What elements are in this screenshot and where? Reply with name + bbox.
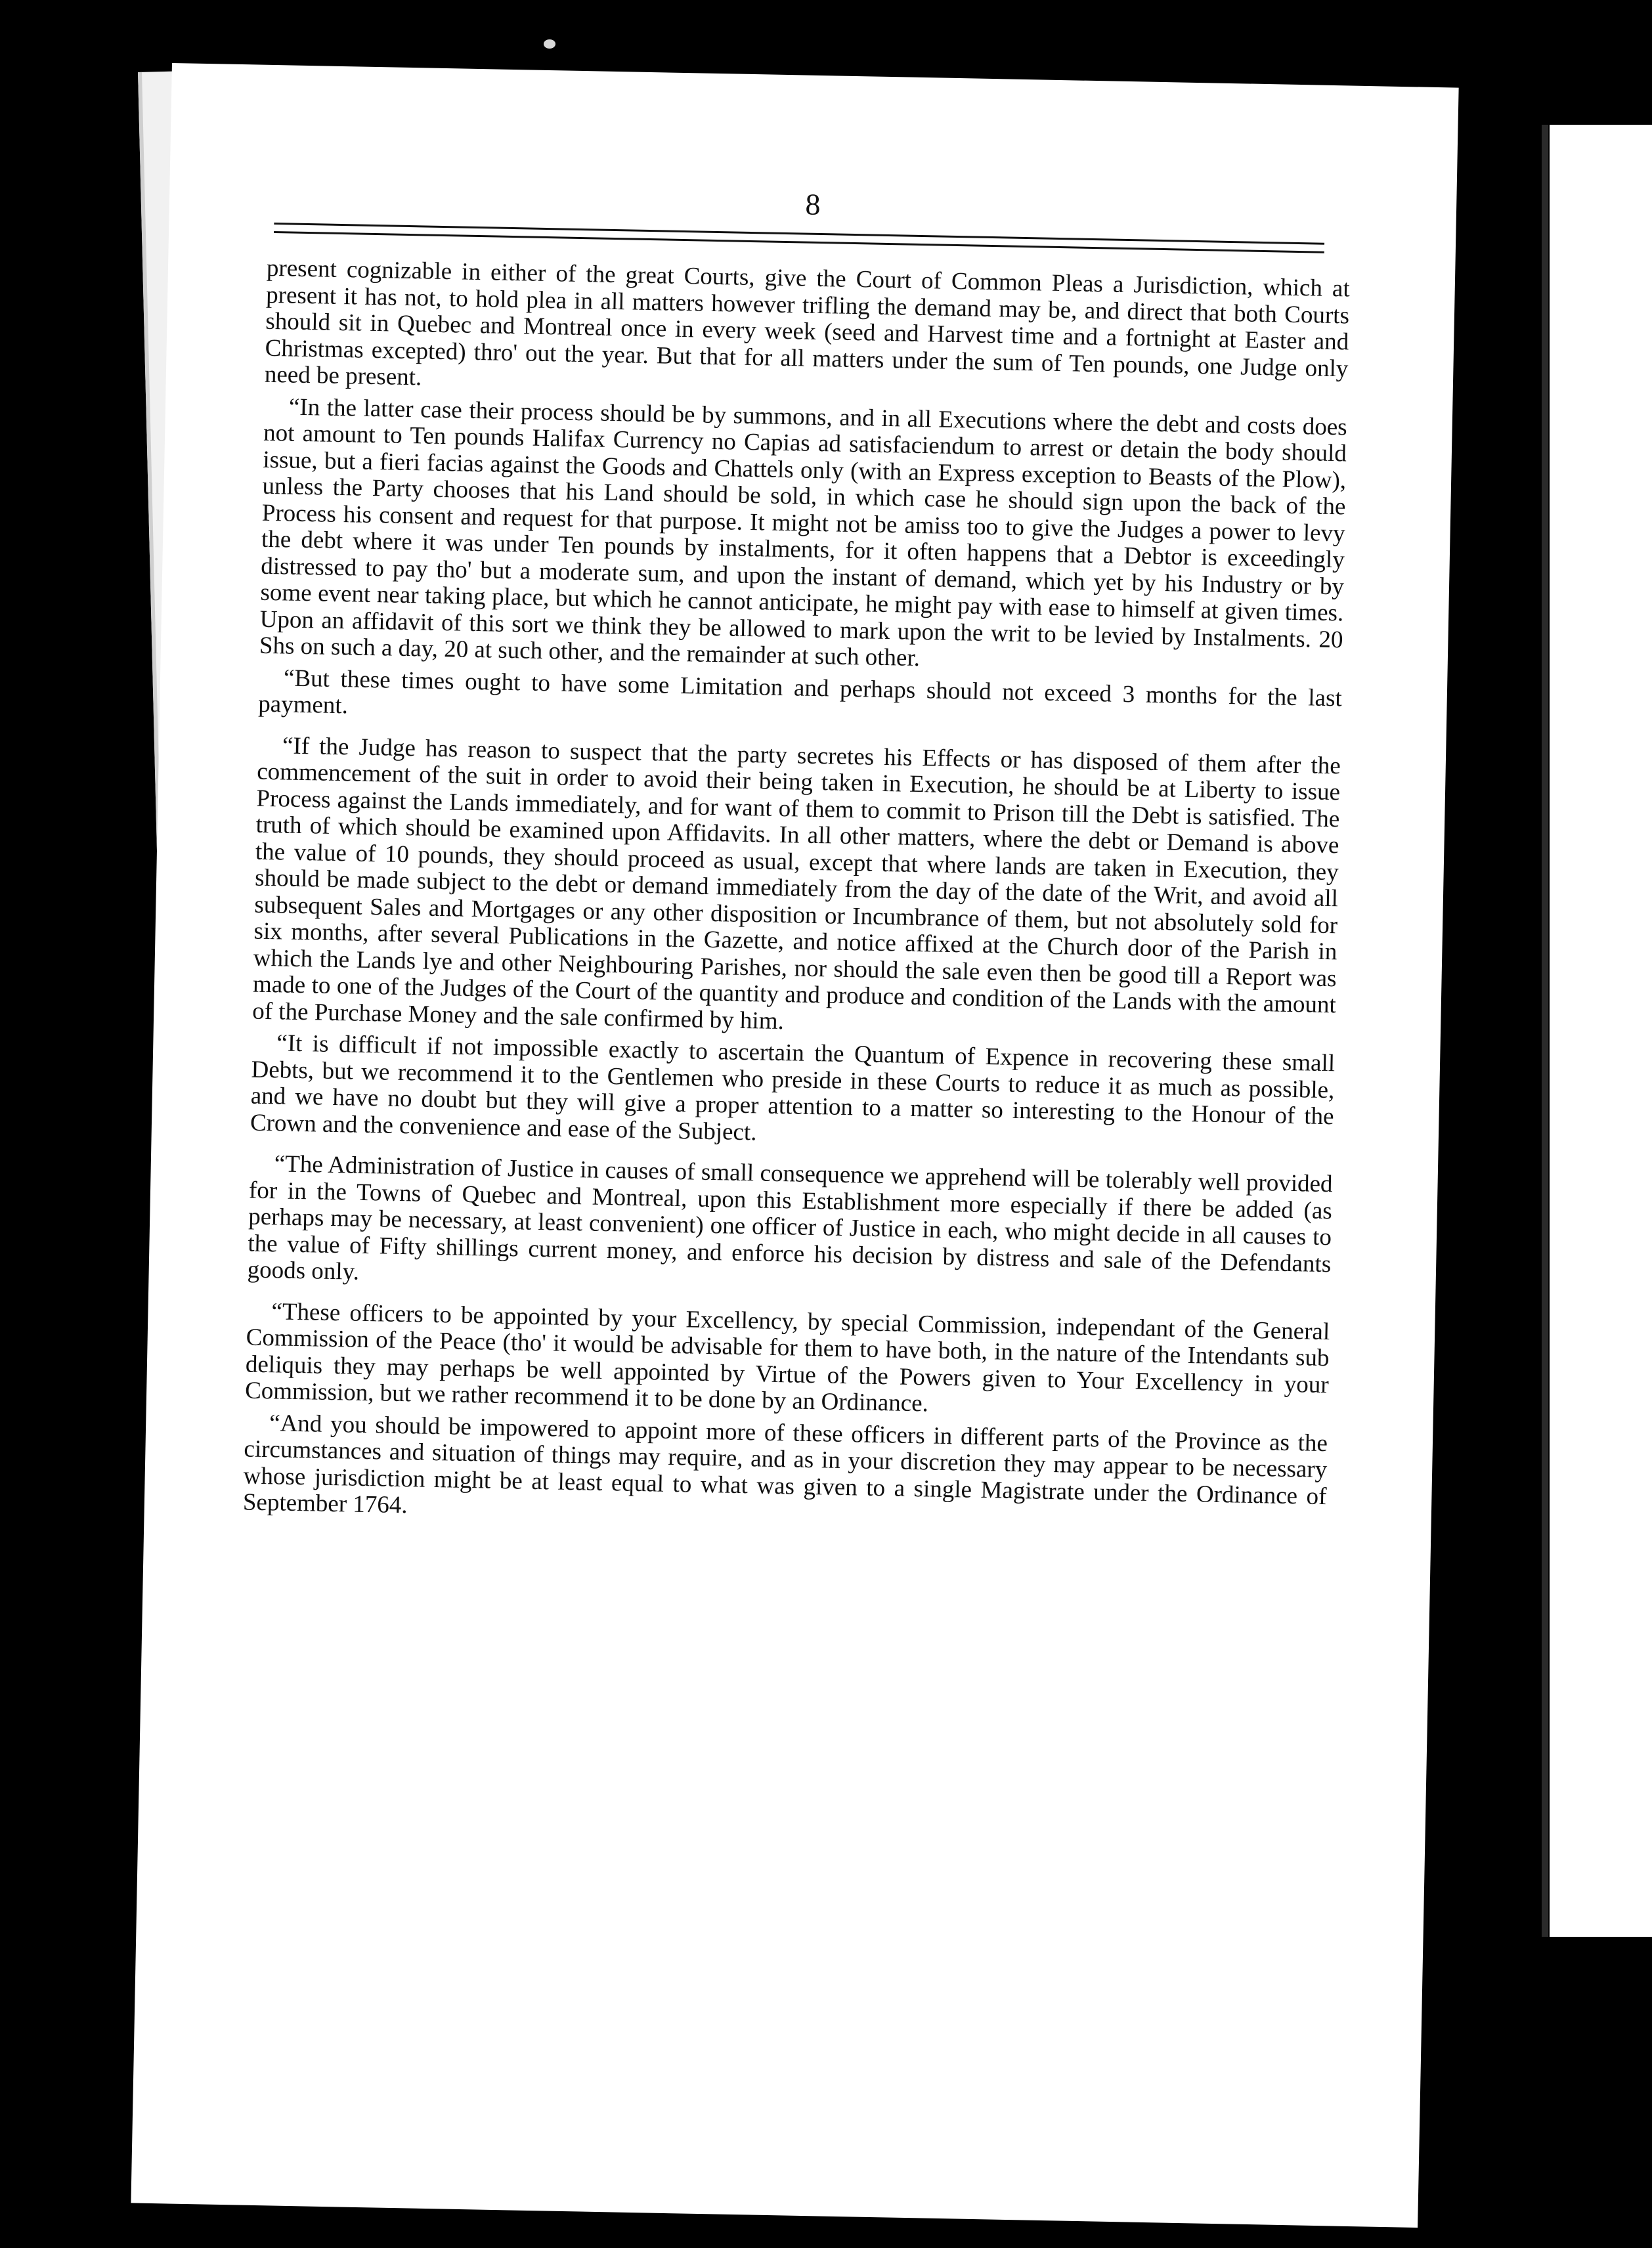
adjacent-page-edge	[1542, 125, 1548, 1937]
adjacent-page	[1550, 125, 1652, 1937]
dust-speck	[544, 39, 555, 49]
page-number: 8	[805, 187, 821, 221]
paragraph-1: present cognizable in either of the great Courts, give the Court of Common Pleas a Jurisdiction, which at present it has not, to hold plea in all matters however trifling the demand may be, and direct that both Courts should sit in Quebec and Montreal once in every week (seed and Harvest time and a fortnight at Easter and Christmas excepted) thro' out the year. But that for all matters under the sum of Ten pounds, one Judge only need be present.	[264, 254, 1351, 391]
page-body	[242, 255, 1350, 1542]
paragraph-7: “These officers to be appointed by your Excellency, by special Commission, independant of the General Commission of the Peace (tho' it would be advisable for them to have both, in the nature of the Intendants sub deliquis they may perhaps be well appointed by Virtue of the Powers given to Your Excellency in your Commission, but we rather recommend it to be done by an Ordinance.	[244, 1297, 1330, 1417]
paragraph-8: “And you should be impowered to appoint more of these officers in different parts of the Province as the circumstances and situation of things may require, and as in your discretion they may appear to be necessary whose jurisdiction might be at least equal to what was given to a single Magistrate under the Ordinance of September 1764.	[242, 1409, 1328, 1519]
paragraph-5: “It is difficult if not impossible exactly to ascertain the Quantum of Expence in recovering these small Debts, but we recommend it to the Gentlemen who preside in these Courts to reduce it as much as possible, and we have no doubt but they will give a proper attention to a matter so interesting to the Honour of the Crown and the convenience and ease of the Subject.	[250, 1029, 1336, 1146]
paragraph-3: “But these times ought to have some Limitation and perhaps should not exceed 3 months for the last payment.	[257, 664, 1343, 720]
document-page	[131, 63, 1458, 2228]
paragraph-4: “If the Judge has reason to suspect that the party secretes his Effects or has disposed of them after the commencement of the suit in order to avoid their being taken in Execution, he should be at Liberty to issue Process against the Lands immediately, and for want of them to commit to Prison till the Debt is satisfied. The truth of which should be examined upon Affidavits. In all other matters, where the debt or Demand is above the value of 10 pounds, they should proceed as usual, except that where lands are taken in Execution, they should be made subject to the debt or demand immediately from the day of the date of the Writ, and avoid all subsequent Sales and Mortgages or any other disposition or Incumbrance of them, but not absolutely sold for six months, after several Publications in the Gazette, and notice affixed at the Church door of the Parish in which the Lands lye and other Neighbouring Parishes, nor should the sale even then be good till a Report was made to one of the Judges of the Court of the quantity and produce and condition of the Lands with the amount of the Purchase Money and the sale confirmed by him.	[251, 731, 1341, 1035]
paragraph-2: “In the latter case their process should be by summons, and in all Executions where the debt and costs does not amount to Ten pounds Halifax Currency no Capias ad satisfaciendum to arrest or detain the body should issue, but a fieri facias against the Goods and Chattels only (with an Express exception to Beasts of the Plow), unless the Party chooses that his Land should be sold, in which case he should sign upon the back of the Process his consent and request for that purpose. It might not be amiss too to give the Judges a power to levy the debt where it was under Ten pounds by instalments, for it often happens that a Debtor is exceedingly distressed to pay tho' but a moderate sum, and upon the instant of demand, which yet by his Industry or by some event near taking place, but which he cannot anticipate, he might pay with ease to himself at given times. Upon an affidavit of this sort we think they be allowed to mark upon the writ to be levied by Instalments. 20 Shs on such a day, 20 at such other, and the remainder at such other.	[259, 393, 1348, 672]
paragraph-6: “The Administration of Justice in causes of small consequence we apprehend will be tolerably well provided for in the Towns of Quebec and Montreal, upon this Establishment more especially if there be added (as perhaps may be necessary, at least convenient) one officer of Justice in each, who might decide in all causes to the value of Fifty shillings current money, and enforce his decision by distress and sale of the Defendants goods only.	[247, 1150, 1333, 1286]
